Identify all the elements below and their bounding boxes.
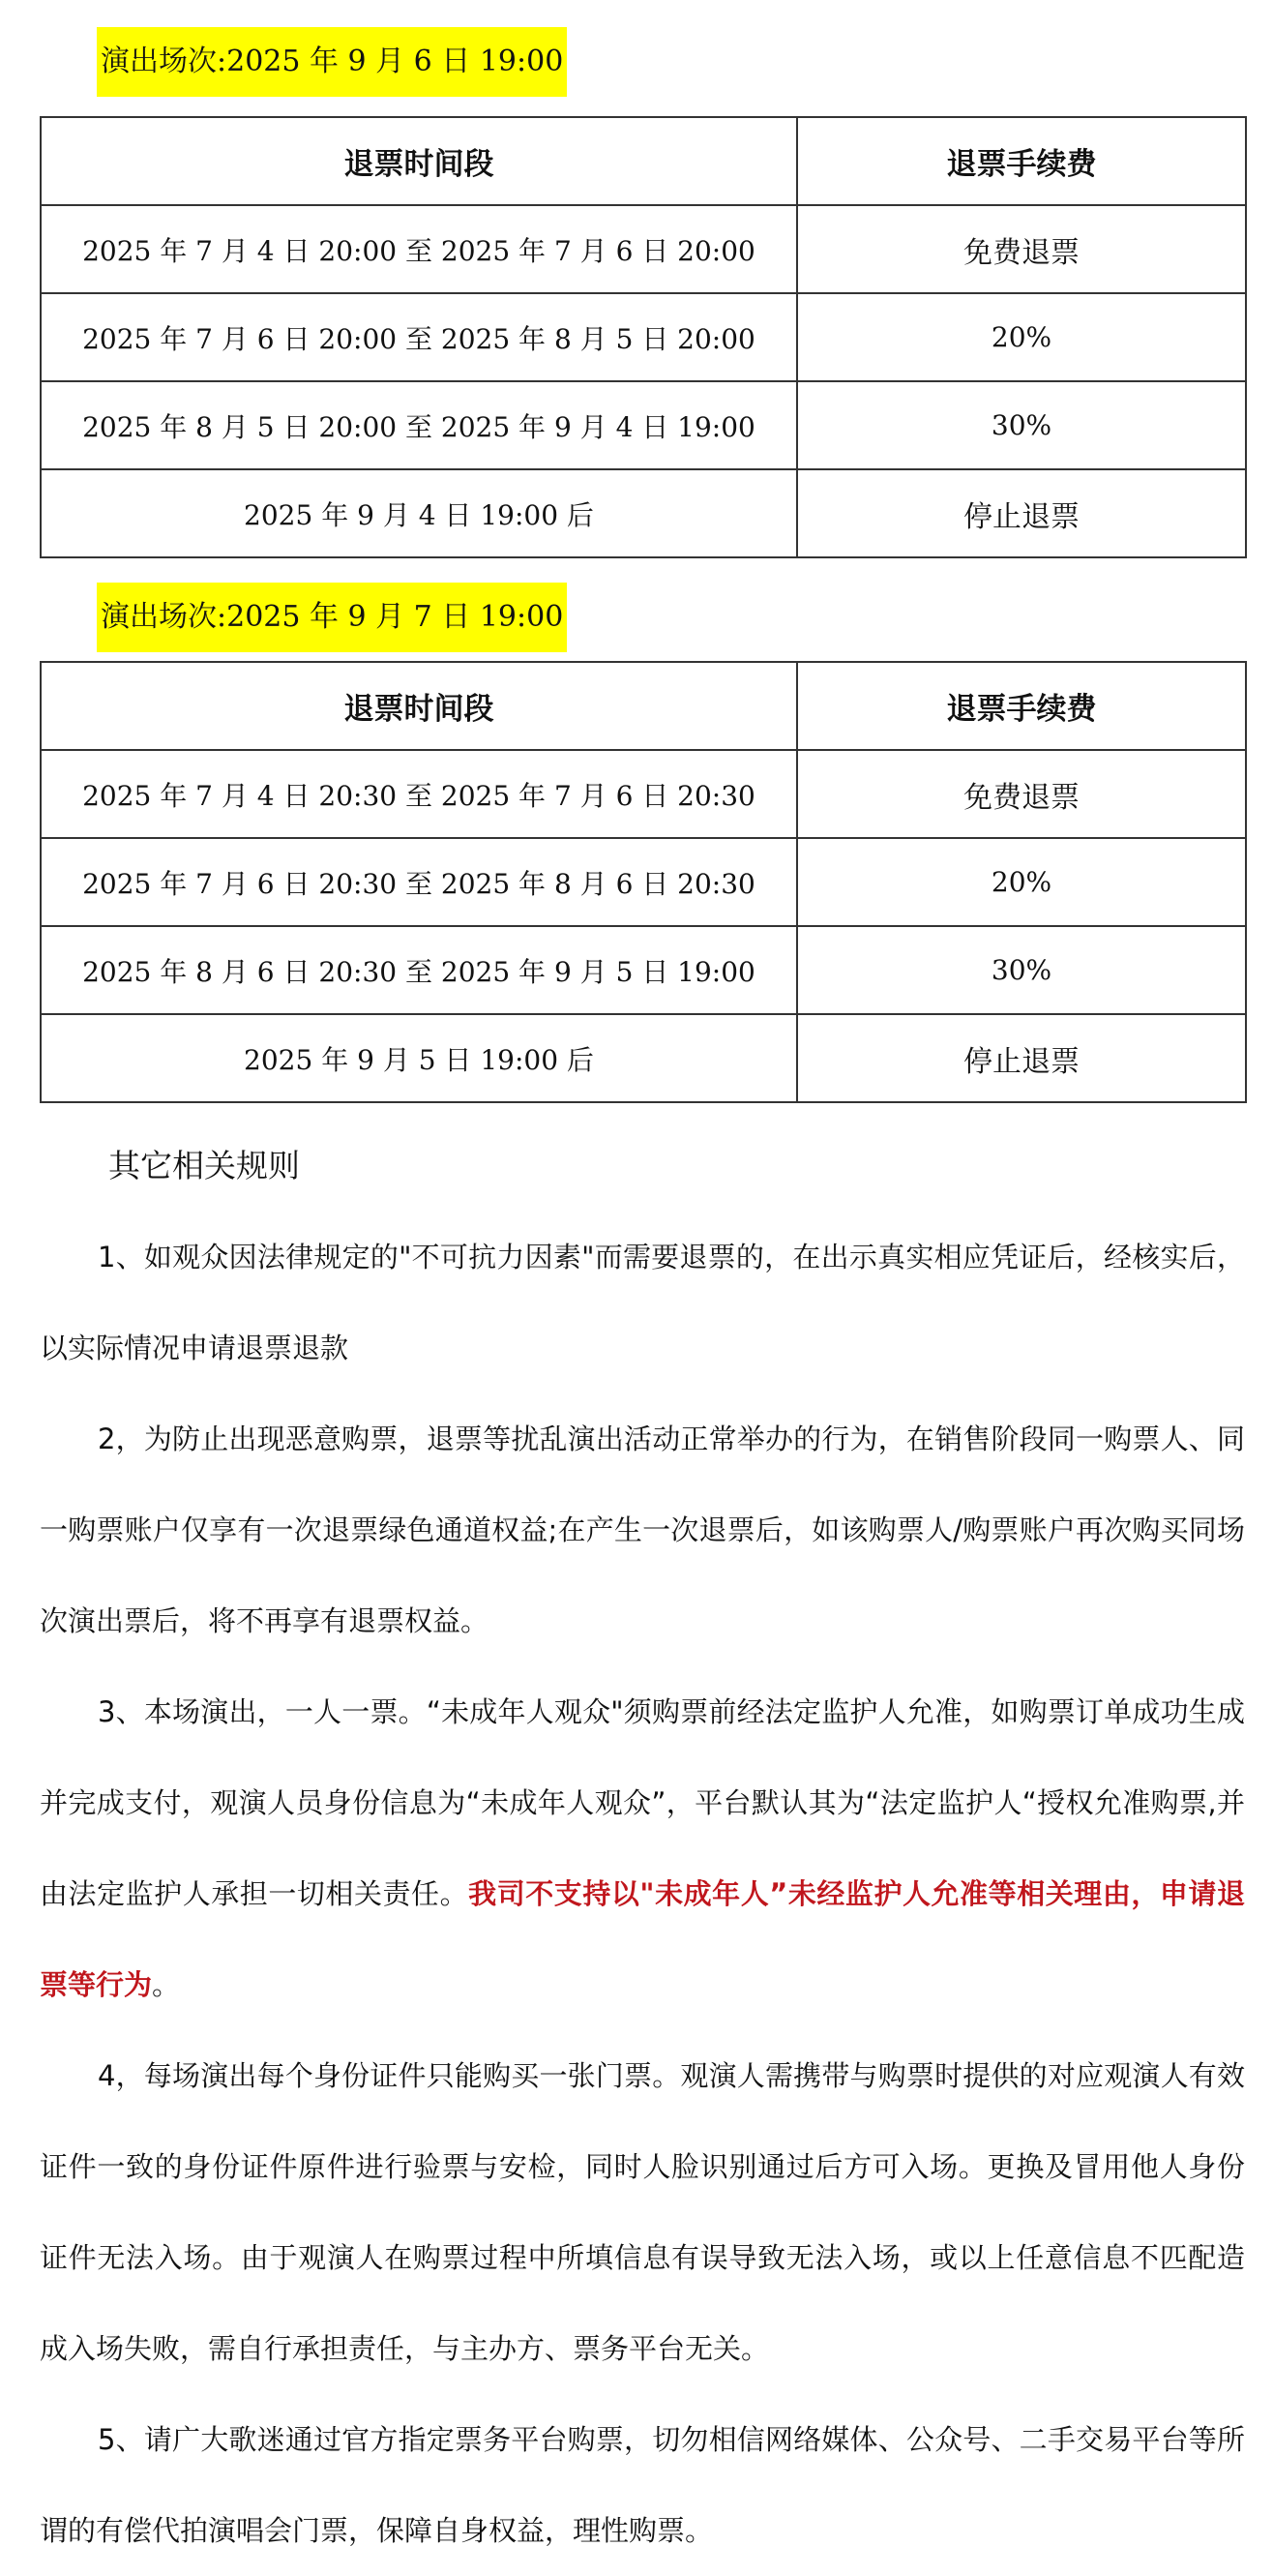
session-2-label: 演出场次:2025 年 9 月 7 日 19:00 [97, 583, 567, 652]
period-cell: 2025 年 7 月 6 日 20:30 至 2025 年 8 月 6 日 20:30 [41, 838, 797, 926]
table-row [41, 293, 1246, 381]
rule-3 [40, 1666, 1245, 2030]
rule-3-alert: 我司不支持以"未成年人”未经监护人允准等相关理由，申请退票等行为 [40, 1877, 1245, 2001]
table-row [41, 469, 1246, 557]
rule-3-text: 3、本场演出，一人一票。“未成年人观众"须购票前经法定监护人允准，如购票订单成功生成并完成支付，观演人员身份信息为“未成年人观众”，平台默认其为“法定监护人“授权允准购票,并由法定监护人承担一切相关责任。 [40, 1695, 1245, 1910]
header-fee: 退票手续费 [797, 662, 1246, 750]
refund-table-session-1 [40, 116, 1247, 558]
period-cell: 2025 年 9 月 4 日 19:00 后 [41, 469, 797, 557]
fee-cell: 20% [797, 293, 1246, 381]
table-row [41, 926, 1246, 1014]
rule-2: 2，为防止出现恶意购票，退票等扰乱演出活动正常举办的行为，在销售阶段同一购票人、同一购票账户仅享有一次退票绿色通道权益;在产生一次退票后，如该购票人/购票账户再次购买同场次演出票后，将不再享有退票权益。 [40, 1423, 1245, 1637]
period-cell: 2025 年 7 月 4 日 20:00 至 2025 年 7 月 6 日 20:00 [41, 205, 797, 293]
table-row [41, 381, 1246, 469]
fee-cell: 30% [797, 381, 1246, 469]
fee-cell: 停止退票 [797, 1014, 1246, 1102]
session-1-label: 演出场次:2025 年 9 月 6 日 19:00 [97, 27, 567, 97]
period-cell: 2025 年 8 月 5 日 20:00 至 2025 年 9 月 4 日 19:00 [41, 381, 797, 469]
rule-5: 5、请广大歌迷通过官方指定票务平台购票，切勿相信网络媒体、公众号、二手交易平台等所谓的有偿代拍演唱会门票，保障自身权益，理性购票。 [40, 2423, 1245, 2547]
table-header-row [41, 117, 1246, 205]
rules-heading: 其它相关规则 [108, 1147, 300, 1184]
period-cell: 2025 年 8 月 6 日 20:30 至 2025 年 9 月 5 日 19:00 [41, 926, 797, 1014]
table-row [41, 1014, 1246, 1102]
fee-cell: 30% [797, 926, 1246, 1014]
rule-1: 1、如观众因法律规定的"不可抗力因素"而需要退票的，在出示真实相应凭证后，经核实后，以实际情况申请退票退款 [40, 1241, 1245, 1364]
rule-3-end: 。 [152, 1968, 181, 2001]
table-row [41, 205, 1246, 293]
rule-4: 4，每场演出每个身份证件只能购买一张门票。观演人需携带与购票时提供的对应观演人有效证件一致的身份证件原件进行验票与安检，同时人脸识别通过后方可入场。更换及冒用他人身份证件无法入场。由于观演人在购票过程中所填信息有误导致无法入场，或以上任意信息不匹配造成入场失败，需自行承担责任，与主办方、票务平台无关。 [40, 2059, 1245, 2365]
table-header-row [41, 662, 1246, 750]
fee-cell: 免费退票 [797, 750, 1246, 838]
period-cell: 2025 年 7 月 4 日 20:30 至 2025 年 7 月 6 日 20:30 [41, 750, 797, 838]
rules-list [40, 1212, 1245, 2576]
period-cell: 2025 年 7 月 6 日 20:00 至 2025 年 8 月 5 日 20:00 [41, 293, 797, 381]
table-row [41, 838, 1246, 926]
table-row [41, 750, 1246, 838]
fee-cell: 停止退票 [797, 469, 1246, 557]
refund-table-session-2 [40, 661, 1247, 1103]
fee-cell: 20% [797, 838, 1246, 926]
fee-cell: 免费退票 [797, 205, 1246, 293]
header-period: 退票时间段 [41, 662, 797, 750]
header-period: 退票时间段 [41, 117, 797, 205]
period-cell: 2025 年 9 月 5 日 19:00 后 [41, 1014, 797, 1102]
header-fee: 退票手续费 [797, 117, 1246, 205]
